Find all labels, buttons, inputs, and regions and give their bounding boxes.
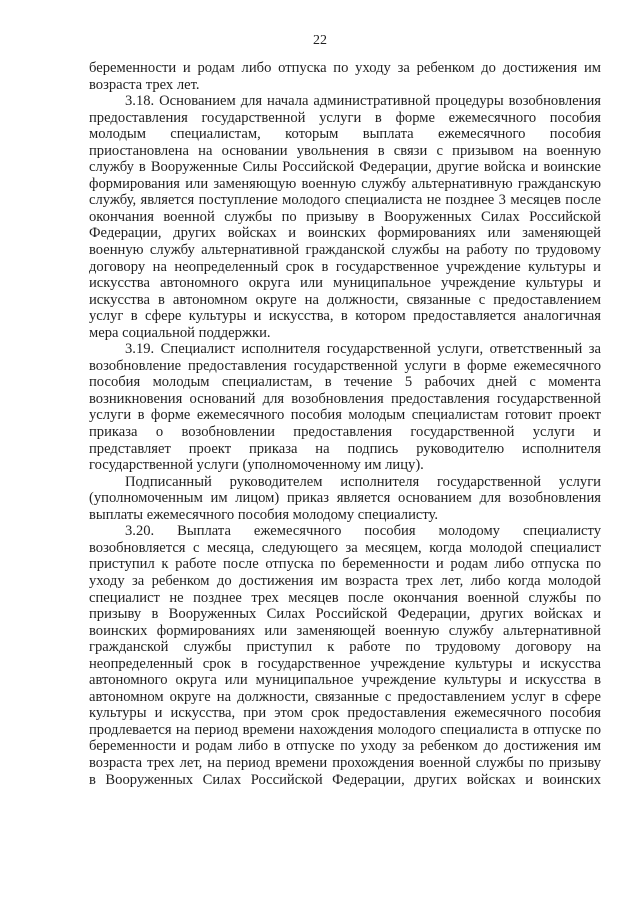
text-line: возраста трех лет.	[89, 76, 200, 93]
text-line: пособия молодым специалистам, в течение 5 рабочих дней с момента	[89, 374, 601, 391]
text-line: службу, является поступление молодого специалиста не позднее 3 месяцев после	[89, 192, 601, 209]
text-line: беременности и родам либо в отпуске по уходу за ребенком до достижения им	[89, 738, 601, 755]
text-line: воинских формированиях или заменяющей военную службу альтернативной	[89, 622, 601, 639]
text-line: возобновляется с месяца, следующего за месяцем, когда молодой специалист	[89, 539, 601, 556]
text-line: приступил к работе после отпуска по беременности и родам либо отпуска по	[89, 556, 601, 573]
text-line: предоставления государственной услуги в форме ежемесячного пособия	[89, 109, 601, 126]
text-line: мера социальной поддержки.	[89, 324, 271, 341]
text-line: приказа о возобновлении предоставления государственной услуги и	[89, 424, 601, 441]
text-line: окончания военной службы по призыву в Вооруженных Силах Российской	[89, 208, 601, 225]
text-line: приостановлена на основании увольнения в связи с призывом на военную	[89, 142, 601, 159]
text-line: 3.19. Специалист исполнителя государственной услуги, ответственный за	[125, 341, 601, 358]
text-line: государственной услуги (уполномоченному им лицу).	[89, 457, 424, 474]
text-line: автономного округа или муниципальное учреждение культуры и искусства в	[89, 672, 601, 689]
text-line: беременности и родам либо отпуска по уходу за ребенком до достижения им	[89, 60, 601, 76]
text-line: искусства автономного округа или муниципальное учреждение культуры и	[89, 275, 601, 292]
text-line: 3.18. Основанием для начала административной процедуры возобновления	[125, 93, 601, 110]
text-line: (уполномоченным им лицом) приказ является основанием для возобновления	[89, 490, 601, 507]
text-line: искусства в автономном округе на должности, связанные с предоставлением	[89, 291, 601, 308]
text-line: договору на неопределенный срок в государственное учреждение культуры и	[89, 258, 601, 275]
document-body	[89, 60, 601, 788]
text-line: молодым специалистам, которым выплата ежемесячного пособия	[89, 126, 601, 143]
text-line: 3.20. Выплата ежемесячного пособия молодому специалисту	[125, 523, 601, 540]
text-line: уходу за ребенком до достижения им возраста трех лет, либо когда молодой	[89, 572, 601, 589]
text-line: услуг в сфере культуры и искусства, в котором предоставляется аналогичная	[89, 308, 601, 325]
text-line: специалист не позднее трех месяцев после окончания военной службы по	[89, 589, 601, 606]
text-line: выплаты ежемесячного пособия молодому специалисту.	[89, 506, 439, 523]
text-line: возраста трех лет, на период времени прохождения военной службы по призыву	[89, 754, 601, 771]
page-number: 22	[313, 33, 327, 48]
text-line: формирования или заменяющую военную службу альтернативную гражданскую	[89, 175, 601, 192]
text-line: неопределенный срок в государственное учреждение культуры и искусства	[89, 655, 601, 672]
text-line: продлевается на период времени нахождения молодого специалиста в отпуске по	[89, 721, 601, 738]
text-line: культуры и искусства, при этом срок предоставления ежемесячного пособия	[89, 705, 601, 722]
text-line: возникновения оснований для возобновления предоставления государственной	[89, 390, 601, 407]
text-line: военную службу альтернативной гражданской службы на работу по трудовому	[89, 242, 601, 259]
text-line: услуги в форме ежемесячного пособия молодым специалистам готовит проект	[89, 407, 601, 424]
text-line: возобновление предоставления государственной услуги в форме ежемесячного	[89, 357, 601, 374]
text-line: представляет проект приказа на подпись руководителю исполнителя	[89, 440, 601, 457]
text-line: Федерации, других войсках и воинских формированиях или заменяющей	[89, 225, 601, 242]
text-line: в Вооруженных Силах Российской Федерации, других войсках и воинских	[89, 771, 601, 788]
text-line: Подписанный руководителем исполнителя государственной услуги	[125, 473, 601, 490]
text-line: призыву в Вооруженных Силах Российской Федерации, других войсках и	[89, 606, 601, 623]
text-line: гражданской службы приступил к работе по трудовому договору на	[89, 639, 601, 656]
text-line: автономном округе на должности, связанные с предоставлением услуг в сфере	[89, 688, 601, 705]
text-line: службу в Вооруженные Силы Российской Федерации, другие войска и воинские	[89, 159, 601, 176]
